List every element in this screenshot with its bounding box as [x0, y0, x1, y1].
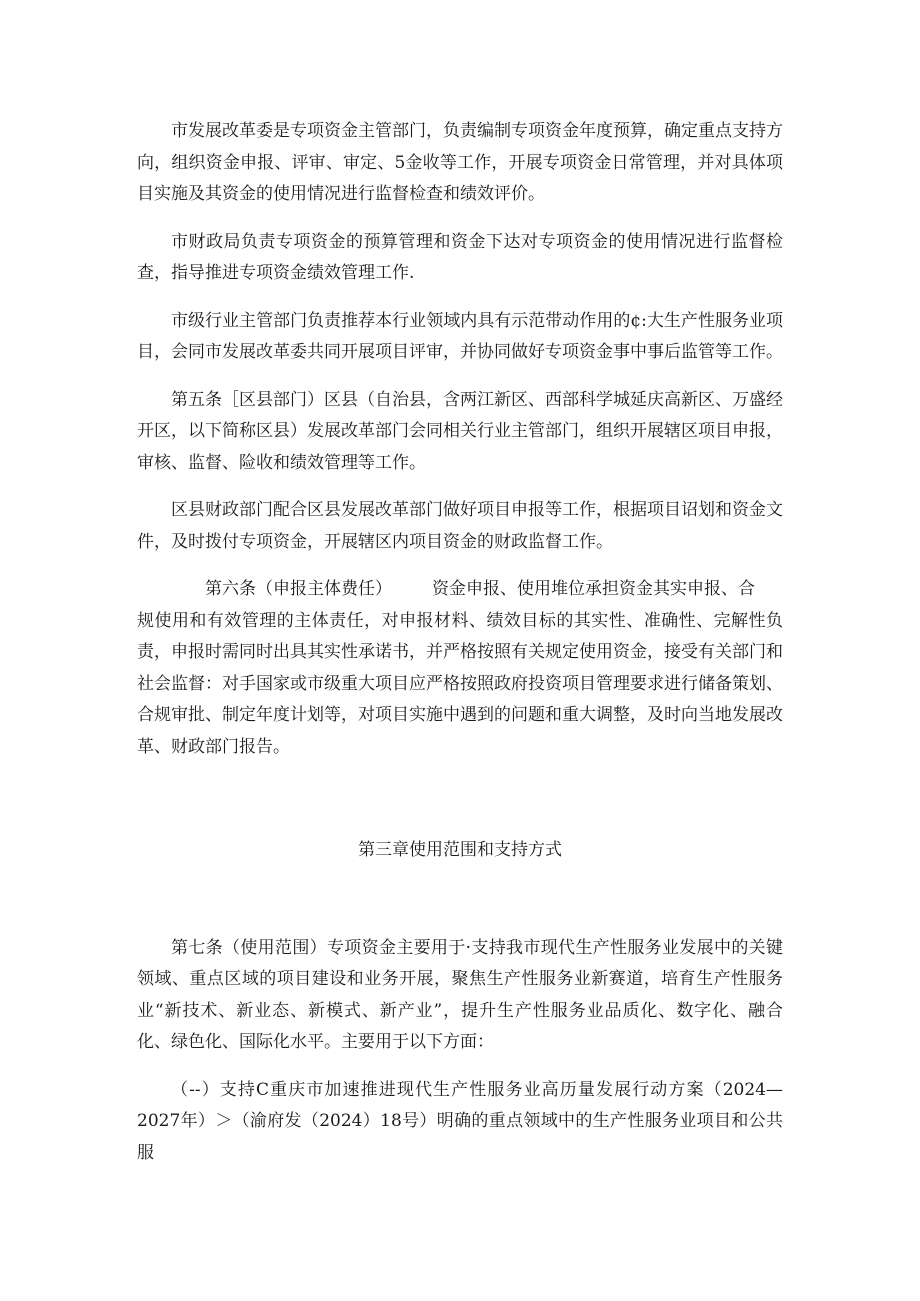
chapter-heading: 第三章使用范围和支持方式 — [358, 840, 562, 860]
paragraph-5: 区县财政部门配合区县发展改革部门做好项目申报等工作，根据项目诏划和资金文件，及时拨付专项资金，开展辖区内项目资金的财政监督工作。 — [137, 500, 783, 552]
article-6-body: 规使用和有效管理的主体责任，对申报材料、绩效目标的其实性、准确性、完解性负责，申报时需同时出具其实性承诺书，并严格按照有关规定使用资金，接受有关部门和社会监督：对手国家或市级重大项目应严格按照政府投资项目管理要求进行储备策划、合规审批、制定年度计划等，对项目实施中遇到的问题和重大调整，及时向当地发展改革、财政部门报告。 — [137, 610, 783, 757]
article-5-paragraph: 第五条［区县部门）区县（自治县，含两江新区、西部科学城延庆高新区、万盛经开区，以下简称区县）发展改革部门会同相关行业主管部门，组织开展辖区项目申报，审核、监督、险收和绩效管理等工作。 — [137, 389, 783, 473]
article-6-paragraph — [137, 574, 783, 763]
article-6-first-line: 资金申报、使用堆位承担资金其实申报、合 — [432, 579, 755, 599]
paragraph-1: 市发展改革委是专项资金主管部门，负责编制专项资金年度预算，确定重点支持方向，组织资金申报、评审、审定、5金收等工作，开展专项资金日常管理，并对具体项目实施及其资金的使用情况进行监督检查和绩效评价。 — [137, 121, 783, 204]
item-1-paragraph: （--）支持C重庆市加速推进现代生产性服务业高历量发展行动方案（2024—2027年）＞（渝府发（2024）18号）明确的重点领域中的生产性服务业项目和公共服 — [137, 1079, 783, 1163]
article-6-title: 第六条（申报主体费任） — [205, 579, 392, 599]
paragraph-2: 市财政局负责专项资金的预算管理和资金下达对专项资金的使用情况进行监督检查，指导推进专项资金绩效管理工作. — [137, 231, 783, 283]
paragraph-3: 市级行业主管部门负责推荐本行业领域内具有示范带动作用的¢:大生产性服务业项目，会同市发展改革委共同开展项目评审，并协同做好专项资金事中事后监管等工作。 — [137, 310, 783, 362]
document-page — [137, 116, 783, 1169]
article-7-paragraph: 第七条（使用范围）专项资金主要用于·支持我市现代生产性服务业发展中的关键领域、重点区域的项目建设和业务开展，聚焦生产性服务业新赛道，培育生产性服务业“新技术、新业态、新模式、新产业”，提升生产性服务业品质化、数字化、融合化、绿色化、国际化水平。主要用于以下方面： — [137, 937, 783, 1052]
